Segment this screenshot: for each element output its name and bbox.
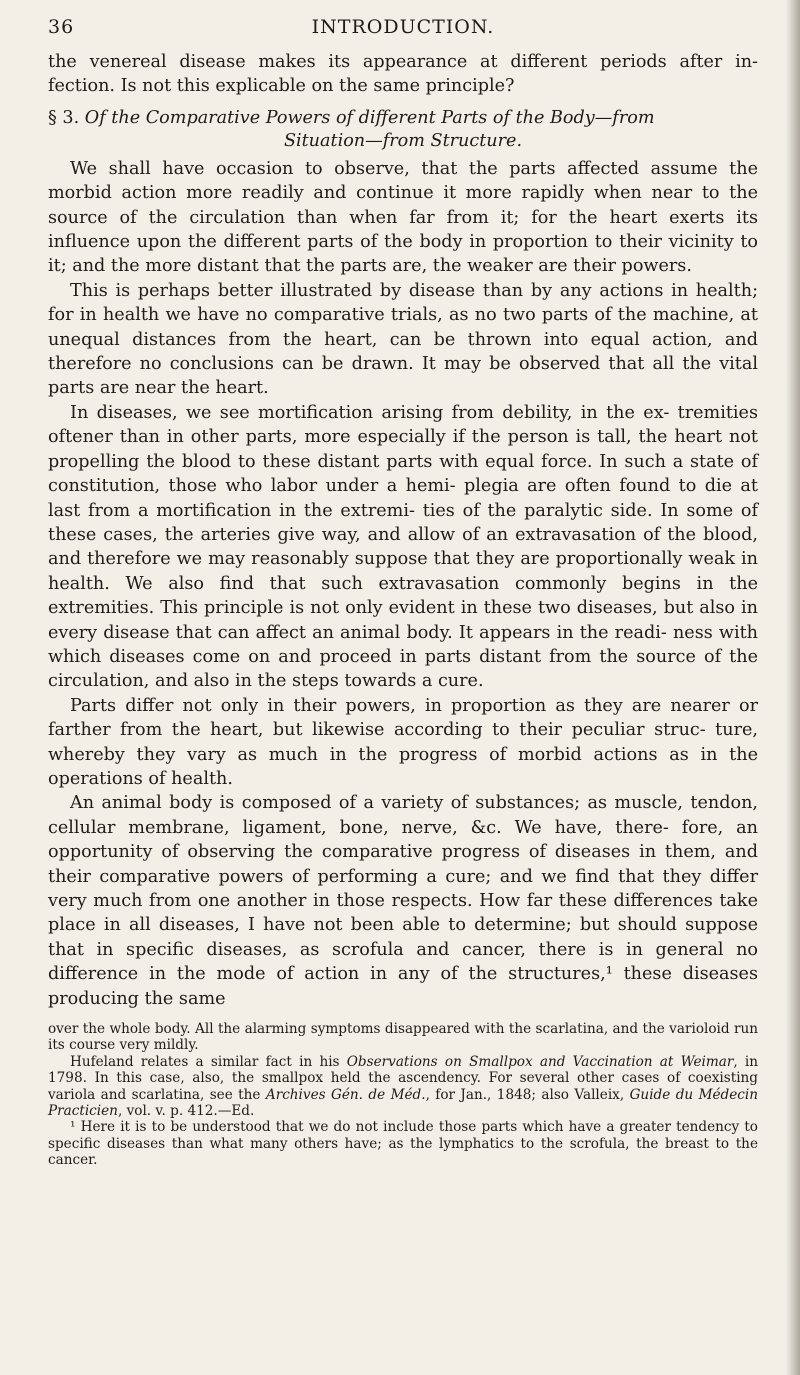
footnote-text: , vol. v. p. 412.—Ed. (117, 1103, 255, 1120)
page-number: 36 (48, 16, 75, 38)
footnote-italic-title: Archives Gén. de Méd. (265, 1086, 426, 1103)
paragraph: This is perhaps better illustrated by disease than by any actions in health; for in health we have no comparative trials, as no two parts of the machine, at unequal distances from the heart, can be thrown into equal action, and therefore no conclusions can be drawn. It may be observed that all the vital parts are near the heart. (48, 280, 758, 399)
paragraph: We shall have occasion to observe, that the parts affected assume the morbid action more readily and continue it more rapidly when near to the source of the circulation than when far from it; for the heart exerts its influence upon the different parts of the body in proportion to their vicinity to it; and the more distant that the parts are, the weaker are their powers. (48, 158, 758, 277)
book-page (48, 10, 758, 1169)
footnote-italic-title: Guide du Médecin Practicien (48, 1086, 758, 1120)
running-title: INTRODUCTION. (311, 16, 495, 38)
paragraph: Parts differ not only in their powers, in proportion as they are nearer or farther from the heart, but likewise according to their peculiar struc- ture, whereby they vary as much in the progress of morbid actions as in the operations of health. (48, 695, 758, 789)
paragraph: An animal body is composed of a variety of substances; as muscle, tendon, cellular membrane, ligament, bone, nerve, &c. We have, there- fore, an opportunity of observing the comparative progress of diseases in them, and their comparative powers of performing a cure; and we find that they differ very much from one another in those respects. How far these differences take place in all diseases, I have not been able to determine; but should suppose that in specific diseases, as scrofula and cancer, there is in general no difference in the mode of action in any of the structures,¹ these diseases producing the same (48, 793, 758, 1009)
section-title-line1: Of the Comparative Powers of different Parts of the Body—from (84, 107, 655, 128)
footnote-continued: over the whole body. All the alarming symptoms disappeared with the scarlatina, and the varioloid run its course very mildly. (48, 1021, 758, 1054)
section-heading (48, 107, 758, 153)
running-head (48, 10, 758, 50)
paragraph: In diseases, we see mortification arising from debility, in the ex- tremities oftener than in other parts, more especially if the person is tall, the heart not propelling the blood to these distant parts with equal force. In such a state of constitution, those who labor under a hemi- plegia are often found to die at last from a mortification in the extremi- ties of the paralytic side. In some of these cases, the arteries give way, and allow of an extravasation of the blood, and therefore we may reasonably suppose that they are proportionally weak in health. We also find that such extravasation commonly begins in the extremities. This principle is not only evident in these two diseases, but also in every disease that can affect an animal body. It appears in the readi- ness with which diseases come on and proceed in parts distant from the source of the circulation, and also in the steps towards a cure. (48, 402, 758, 692)
footnote-italic-title: Observations on Smallpox and Vaccination at Weimar (346, 1053, 734, 1070)
footnote-text: , in 1798. In this case, also, the smallpox held the ascendency. For several other cases of coexisting variola and scarlatina, see the (48, 1053, 758, 1103)
body-text (48, 50, 758, 1011)
section-mark: § 3. (48, 107, 80, 128)
footnote-editor (48, 1054, 758, 1120)
section-title-line2: Situation—from Structure. (283, 130, 523, 151)
footnote-text: Hufeland relates a similar fact in his (70, 1053, 347, 1070)
footnote-1: ¹ Here it is to be understood that we do not include those parts which have a greater tendency to specific diseases than what many others have; as the lymphatics to the scrofula, the breast to the cancer. (48, 1119, 758, 1169)
footnotes (48, 1021, 758, 1169)
footnote-text: , for Jan., 1848; also Valleix, (425, 1086, 630, 1103)
page-edge-shadow (786, 0, 800, 1375)
paragraph-continued: the venereal disease makes its appearance at different periods after in- fection. Is not this explicable on the same principle? (48, 52, 758, 97)
